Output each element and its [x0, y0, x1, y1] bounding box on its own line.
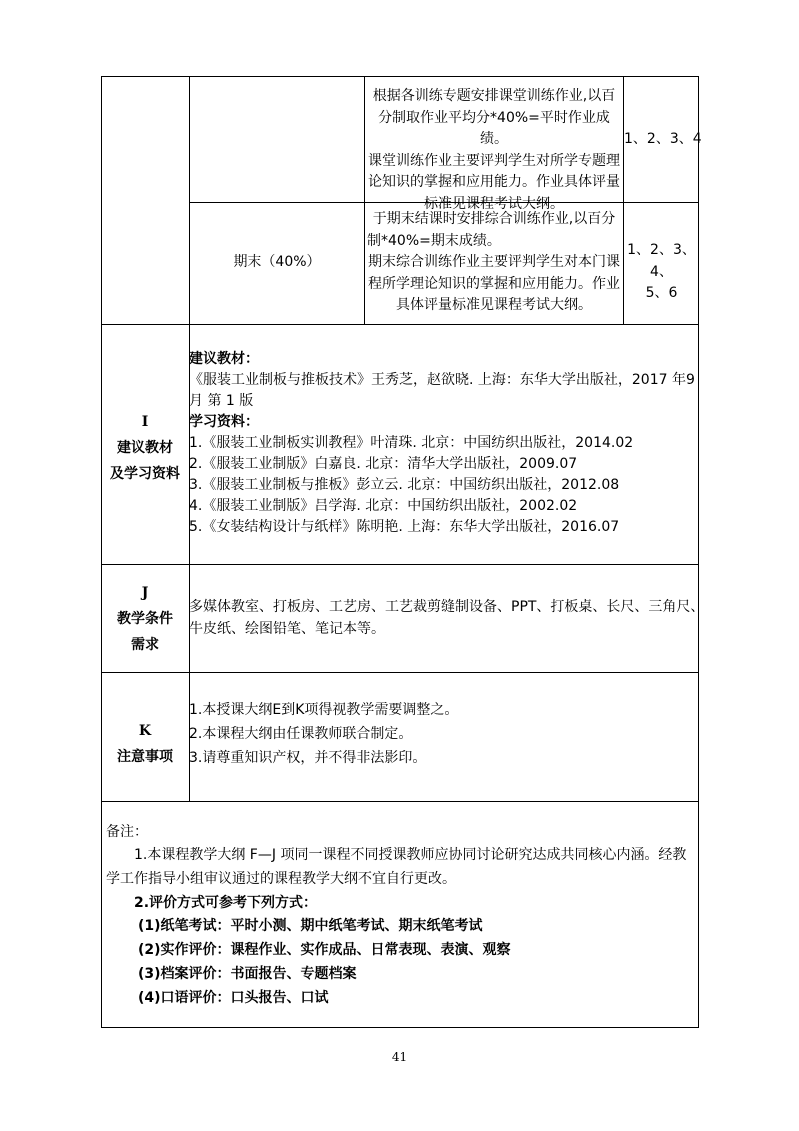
- section-k-heading: [101, 718, 189, 770]
- section-title: 需求: [131, 637, 159, 653]
- conditions-text: 多媒体教室、打板房、工艺房、工艺裁剪缝制设备、PPT、打板桌、长尺、三角尺、: [189, 599, 705, 615]
- section-letter: K: [138, 723, 152, 739]
- assessment-objectives: 1、2、3、4: [624, 131, 702, 147]
- section-title: 及学习资料: [110, 466, 180, 482]
- section-letter: J: [141, 585, 149, 601]
- section-title: 注意事项: [117, 749, 173, 765]
- description-line: 根据各训练专题安排课堂训练作业,以百: [372, 88, 616, 104]
- conditions-text: 牛皮纸、绘图铅笔、笔记本等。: [189, 621, 385, 637]
- page-number: 41: [391, 1050, 408, 1064]
- section-i-heading: [101, 409, 189, 487]
- description-line: 分制取作业平均分*40%=平时作业成绩。: [378, 109, 610, 147]
- material-item: 3.《服装工业制板与推板》彭立云. 北京：中国纺织出版社，2012.08: [189, 477, 620, 493]
- remarks-paragraph: 1.本课程教学大纲 F—J 项同一课程不同授课教师应协同讨论研究达成共同核心内涵。经教: [134, 847, 687, 863]
- remarks-label: 备注：: [106, 824, 148, 840]
- textbook-entry: 月 第 1 版: [189, 393, 254, 409]
- textbook-heading: 建议教材：: [189, 351, 259, 367]
- description-line: 制*40%=期末成绩。: [367, 232, 501, 249]
- remarks-item: (3)档案评价：书面报告、专题档案: [138, 966, 357, 982]
- textbook-entry: 《服装工业制板与推板技术》王秀芝，赵欲晓. 上海：东华大学出版社，2017 年9: [189, 372, 695, 388]
- notice-item: 3.请尊重知识产权，并不得非法影印。: [189, 750, 427, 766]
- material-item: 5.《女装结构设计与纸样》陈明艳. 上海：东华大学出版社，2016.07: [189, 519, 620, 535]
- description-line: 具体评量标准见课程考试大纲。: [396, 297, 592, 313]
- description-line: 标准见课程考试大纲。: [424, 195, 564, 212]
- description-line: 程所学理论知识的掌握和应用能力。作业: [368, 275, 620, 292]
- description-line: 课堂训练作业主要评判学生对所学专题理: [368, 152, 620, 169]
- section-letter: I: [141, 414, 149, 430]
- description-line: 于期末结课时安排综合训练作业,以百分: [372, 211, 616, 227]
- remarks-item: (1)纸笔考试：平时小测、期中纸笔考试、期末纸笔考试: [138, 918, 483, 934]
- assessment-method: 期末（40%）: [233, 254, 321, 270]
- objectives-line: 1、2、3、4、: [627, 242, 696, 280]
- table-divider: [101, 324, 699, 325]
- description-line: 期末综合训练作业主要评判学生对本门课: [368, 254, 620, 270]
- table-divider: [101, 672, 699, 673]
- table-divider: [101, 801, 699, 802]
- notice-item: 2.本课程大纲由任课教师联合制定。: [189, 726, 413, 742]
- materials-heading: 学习资料：: [189, 414, 259, 430]
- remarks-item: (2)实作评价：课程作业、实作成品、日常表现、表演、观察: [138, 942, 511, 958]
- notice-item: 1.本授课大纲E到K项得视教学需要调整之。: [189, 702, 459, 718]
- objectives-line: 5、6: [645, 285, 678, 301]
- section-title: 教学条件: [117, 611, 173, 627]
- assessment-objectives: [624, 240, 699, 305]
- table-divider: [101, 564, 699, 565]
- material-item: 1.《服装工业制板实训教程》叶清珠. 北京：中国纺织出版社，2014.02: [189, 435, 634, 451]
- section-j-heading: [101, 580, 189, 658]
- assessment-description: [365, 86, 623, 215]
- material-item: 4.《服装工业制版》吕学海. 北京：中国纺织出版社，2002.02: [189, 498, 578, 514]
- remarks-paragraph: 学工作指导小组审议通过的课程教学大纲不宜自行更改。: [106, 871, 456, 887]
- description-line: 论知识的掌握和应用能力。作业具体评量: [368, 174, 620, 190]
- remarks-item: (4)口语评价：口头报告、口试: [138, 990, 329, 1006]
- material-item: 2.《服装工业制版》白嘉良. 北京：清华大学出版社，2009.07: [189, 456, 578, 472]
- assessment-description: [365, 209, 623, 317]
- section-title: 建议教材: [117, 440, 173, 456]
- remarks-paragraph: 2.评价方式可参考下列方式：: [134, 895, 318, 911]
